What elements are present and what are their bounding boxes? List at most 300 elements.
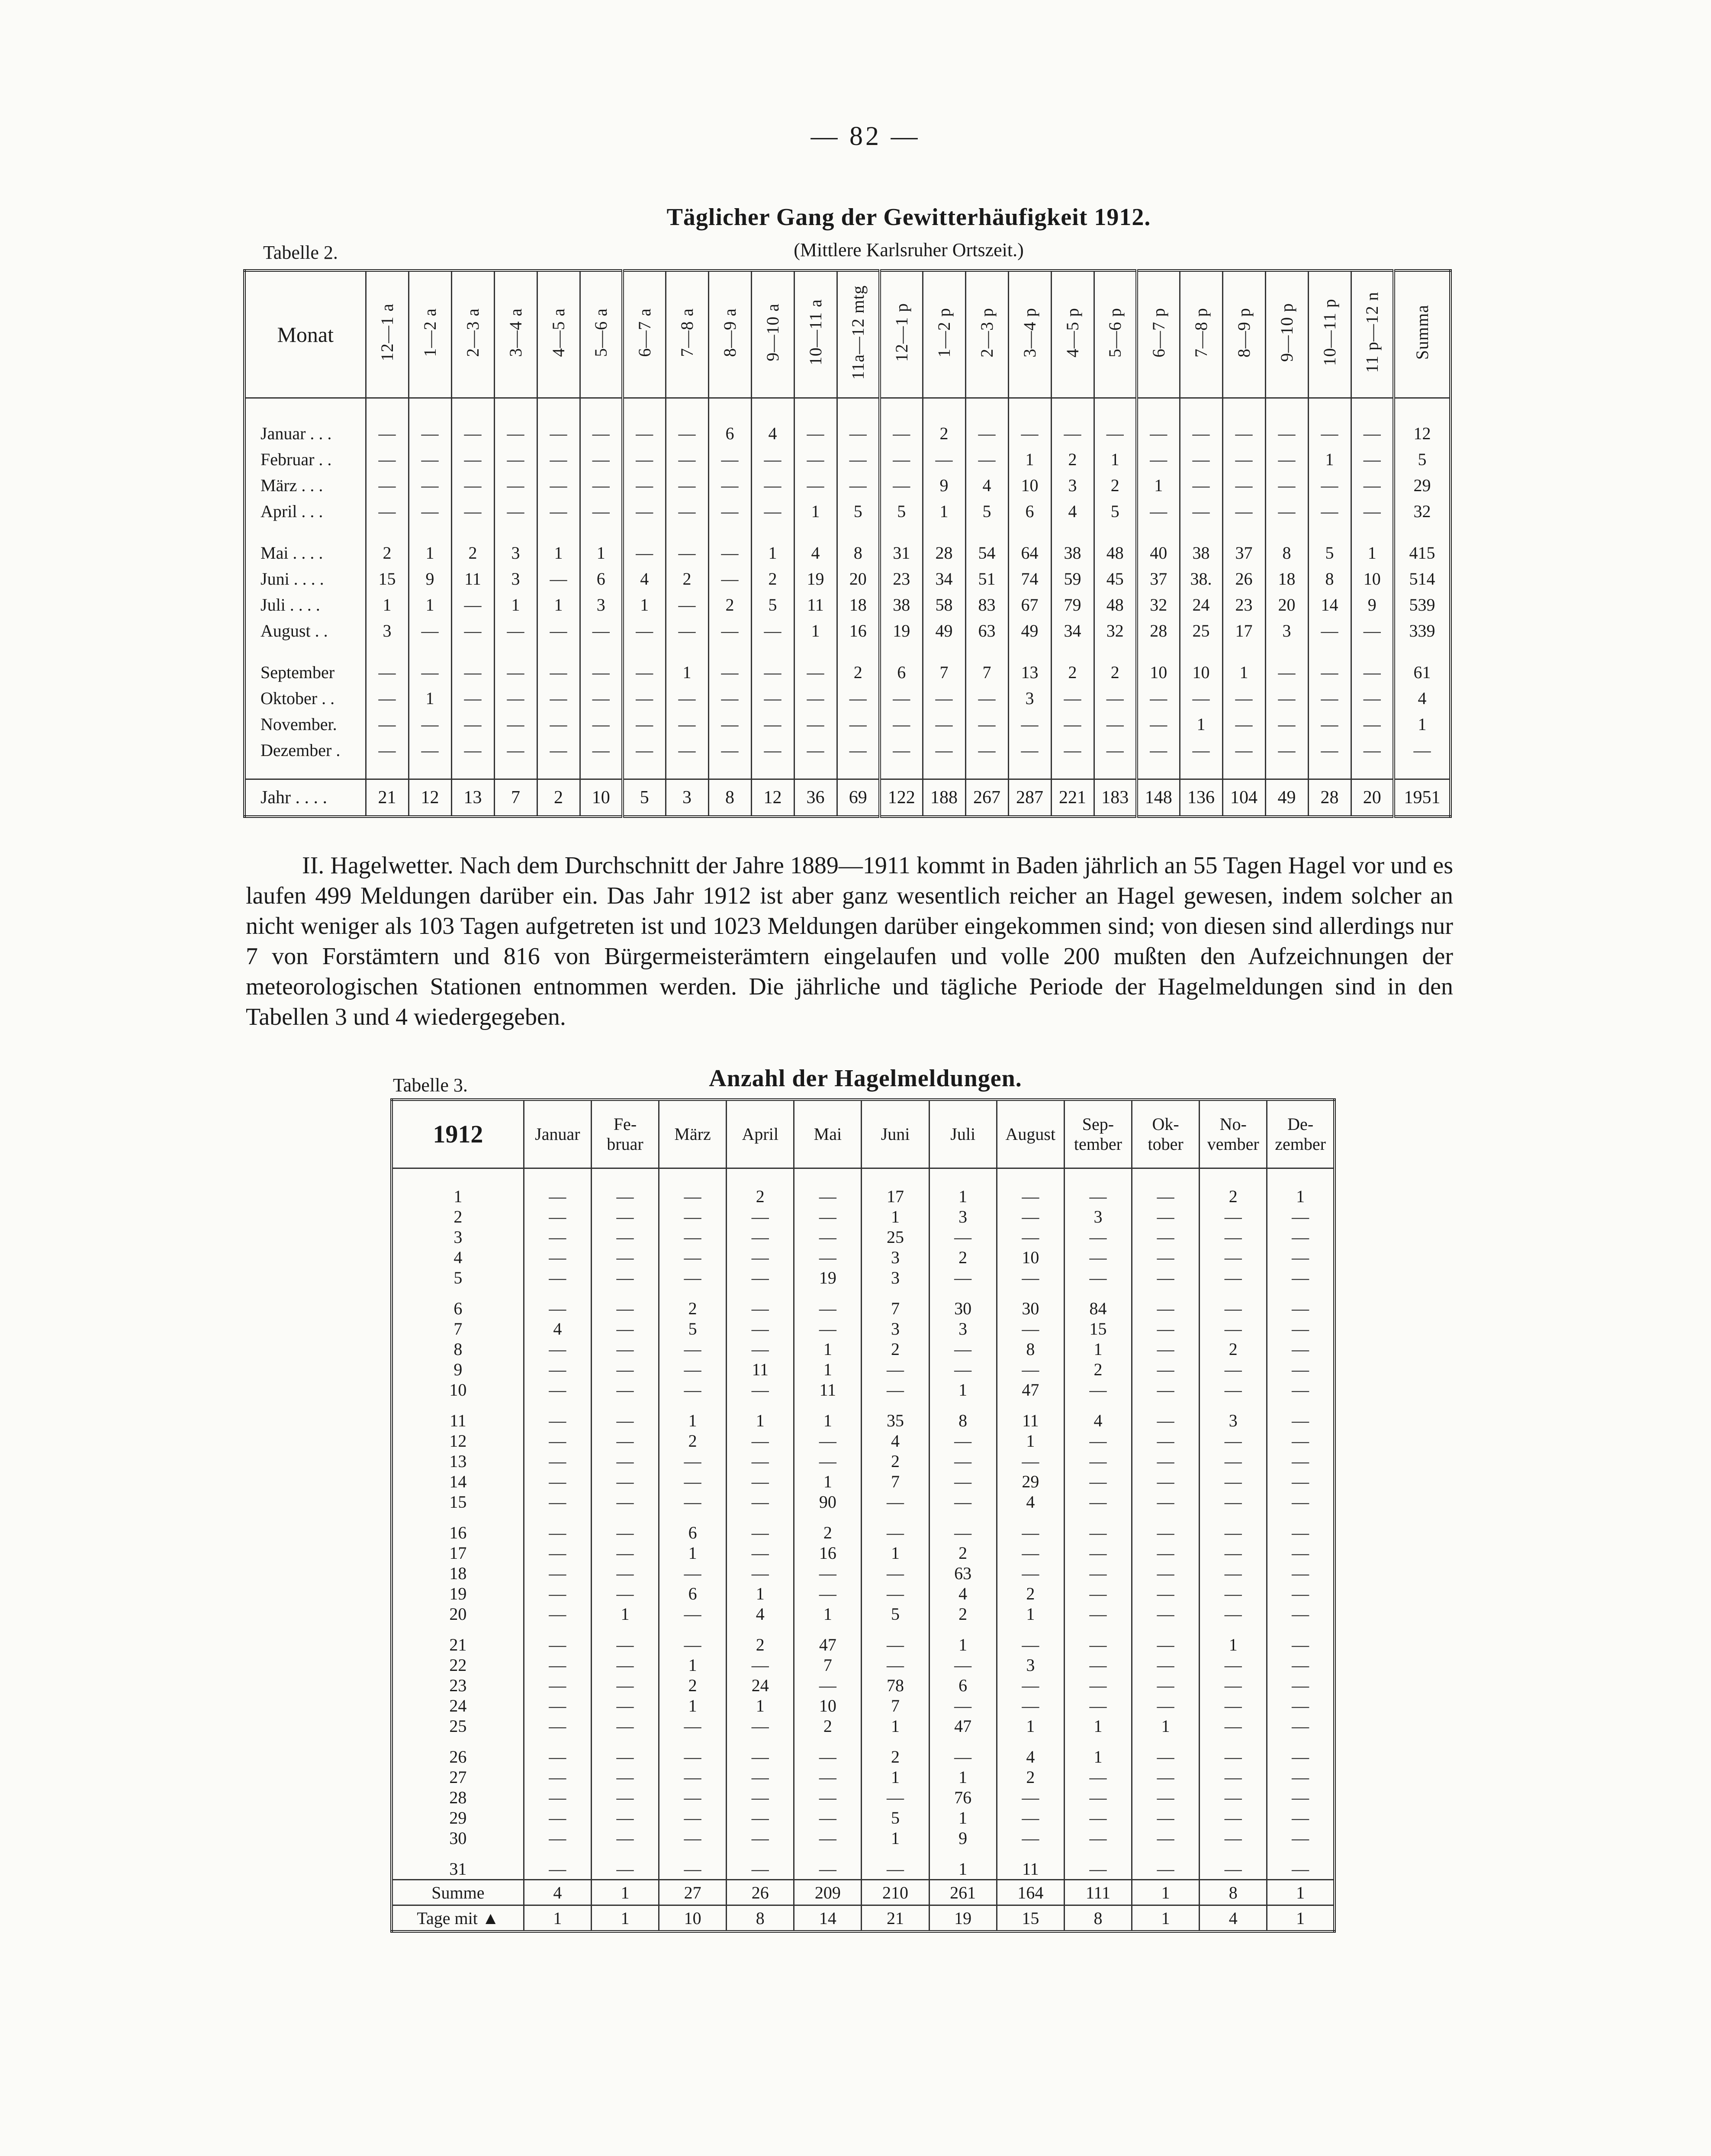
- value-cell: —: [524, 1359, 591, 1380]
- value-cell: —: [837, 711, 880, 737]
- sum-cell: 209: [794, 1880, 862, 1905]
- value-cell: —: [997, 1522, 1064, 1543]
- hour-column-header: [623, 270, 666, 398]
- spacer-cell: [451, 644, 494, 659]
- value-cell: 28: [1137, 618, 1180, 644]
- value-cell: —: [659, 1747, 727, 1767]
- value-cell: —: [1132, 1696, 1200, 1716]
- value-cell: —: [751, 685, 794, 711]
- value-cell: 8: [837, 540, 880, 566]
- spacer-cell: [794, 763, 837, 779]
- value-cell: —: [666, 540, 708, 566]
- value-cell: —: [1200, 1319, 1267, 1339]
- value-cell: —: [1265, 498, 1308, 524]
- value-cell: —: [1200, 1380, 1267, 1400]
- value-cell: —: [1064, 1522, 1132, 1543]
- value-cell: 2: [1051, 659, 1094, 685]
- value-cell: 339: [1394, 618, 1450, 644]
- value-cell: —: [794, 1747, 862, 1767]
- spacer-cell: [1051, 763, 1094, 779]
- year-total-cell: 183: [1094, 779, 1137, 817]
- value-cell: —: [1222, 420, 1265, 446]
- value-cell: 31: [880, 540, 923, 566]
- value-cell: 3: [494, 566, 537, 592]
- value-cell: 74: [1008, 566, 1051, 592]
- value-cell: 1: [929, 1767, 997, 1787]
- day-row: [392, 1767, 1335, 1787]
- hour-column-header: [451, 270, 494, 398]
- spacer-cell: [1064, 1168, 1132, 1187]
- value-cell: —: [965, 711, 1008, 737]
- value-cell: —: [880, 446, 923, 472]
- spacer-cell: [727, 1736, 794, 1747]
- spacer-cell: [997, 1400, 1064, 1410]
- value-cell: —: [1267, 1696, 1335, 1716]
- value-cell: —: [591, 1787, 659, 1808]
- value-cell: —: [1200, 1522, 1267, 1543]
- value-cell: —: [1064, 1787, 1132, 1808]
- month-column-label: De-: [1287, 1114, 1314, 1134]
- value-cell: 1: [727, 1583, 794, 1604]
- value-cell: —: [727, 1787, 794, 1808]
- value-cell: 2: [1200, 1339, 1267, 1359]
- hail-days-cell: 1: [1132, 1905, 1200, 1932]
- value-cell: 1: [1351, 540, 1394, 566]
- spacer-cell: [923, 644, 965, 659]
- value-cell: —: [451, 498, 494, 524]
- spacer-cell: [580, 398, 623, 421]
- value-cell: 47: [997, 1380, 1064, 1400]
- value-cell: —: [965, 685, 1008, 711]
- value-cell: 4: [1394, 685, 1450, 711]
- spacer-cell: [623, 763, 666, 779]
- spacer-cell: [1222, 524, 1265, 540]
- sum-cell: 27: [659, 1880, 727, 1905]
- value-cell: —: [591, 1471, 659, 1492]
- month-row: [244, 737, 1450, 763]
- day-row: [392, 1828, 1335, 1848]
- value-cell: 4: [623, 566, 666, 592]
- spacer-cell: [862, 1168, 929, 1187]
- value-cell: —: [1200, 1747, 1267, 1767]
- month-row: [244, 472, 1450, 498]
- value-cell: 24: [1180, 592, 1222, 618]
- value-cell: —: [451, 618, 494, 644]
- value-cell: 1: [1064, 1339, 1132, 1359]
- value-cell: 30: [929, 1298, 997, 1319]
- year-header: 1912: [392, 1100, 524, 1168]
- hour-column-label: 12—1 a: [377, 303, 397, 361]
- spacer-cell: [862, 1288, 929, 1298]
- table3-title: Anzahl der Hagelmeldungen.: [709, 1065, 1022, 1092]
- year-total-cell: 7: [494, 779, 537, 817]
- spacer-cell: [1137, 763, 1180, 779]
- value-cell: —: [1064, 1808, 1132, 1828]
- value-cell: 3: [1265, 618, 1308, 644]
- value-cell: —: [659, 1380, 727, 1400]
- value-cell: —: [659, 1859, 727, 1880]
- spacer-cell: [727, 1624, 794, 1635]
- value-cell: —: [997, 1828, 1064, 1848]
- value-cell: —: [580, 498, 623, 524]
- spacer-cell: [1137, 398, 1180, 421]
- value-cell: —: [1394, 737, 1450, 763]
- value-cell: —: [794, 1227, 862, 1247]
- spacer-cell: [1267, 1848, 1335, 1859]
- sum-cell: 1: [1132, 1880, 1200, 1905]
- spacer-cell: [929, 1168, 997, 1187]
- spacer-cell: [244, 644, 366, 659]
- value-cell: —: [1351, 472, 1394, 498]
- value-cell: —: [1265, 472, 1308, 498]
- value-cell: —: [923, 685, 965, 711]
- sum-cell: 26: [727, 1880, 794, 1905]
- day-row: [392, 1808, 1335, 1828]
- value-cell: —: [494, 420, 537, 446]
- value-cell: —: [880, 711, 923, 737]
- value-cell: —: [880, 472, 923, 498]
- day-number: 26: [449, 1747, 467, 1767]
- value-cell: —: [623, 618, 666, 644]
- value-cell: —: [666, 420, 708, 446]
- table3-header-row: [392, 1100, 1335, 1168]
- value-cell: —: [1265, 446, 1308, 472]
- spacer-cell: [1132, 1736, 1200, 1747]
- value-cell: 16: [837, 618, 880, 644]
- month-column-header: [1200, 1100, 1267, 1168]
- value-cell: —: [1064, 1186, 1132, 1207]
- month-label: Oktober . .: [261, 688, 335, 708]
- value-cell: 1: [794, 1339, 862, 1359]
- value-cell: —: [751, 472, 794, 498]
- spacer-cell: [1008, 644, 1051, 659]
- value-cell: —: [837, 472, 880, 498]
- year-total-cell: 12: [751, 779, 794, 817]
- value-cell: —: [591, 1767, 659, 1787]
- year-total-cell: 136: [1180, 779, 1222, 817]
- value-cell: —: [751, 659, 794, 685]
- value-cell: 17: [862, 1186, 929, 1207]
- spacer-cell: [366, 398, 408, 421]
- value-cell: 5: [1394, 446, 1450, 472]
- value-cell: —: [1137, 685, 1180, 711]
- day-number: 14: [449, 1472, 467, 1491]
- value-cell: 5: [862, 1604, 929, 1624]
- value-cell: 63: [929, 1563, 997, 1583]
- value-cell: 90: [794, 1492, 862, 1512]
- year-total-cell: 49: [1265, 779, 1308, 817]
- value-cell: 4: [997, 1492, 1064, 1512]
- spacer-cell: [1351, 398, 1394, 421]
- value-cell: 61: [1394, 659, 1450, 685]
- spacer-cell: [708, 524, 751, 540]
- month-column-label: Ok-: [1152, 1114, 1179, 1134]
- spacer-cell: [537, 644, 580, 659]
- spacer-cell: [1008, 763, 1051, 779]
- table2-body: [244, 398, 1450, 817]
- sum-cell: 261: [929, 1880, 997, 1905]
- value-cell: 34: [1051, 618, 1094, 644]
- value-cell: —: [451, 592, 494, 618]
- hour-column-label: 7—8 p: [1191, 307, 1211, 357]
- spacer-row: [392, 1624, 1335, 1635]
- spacer-cell: [1351, 644, 1394, 659]
- value-cell: —: [1132, 1247, 1200, 1268]
- value-cell: —: [1132, 1767, 1200, 1787]
- hour-column-header: [794, 270, 837, 398]
- value-cell: —: [1132, 1563, 1200, 1583]
- spacer-cell: [965, 763, 1008, 779]
- value-cell: 40: [1137, 540, 1180, 566]
- hour-column-header: [1180, 270, 1222, 398]
- spacer-cell: [451, 524, 494, 540]
- value-cell: 37: [1137, 566, 1180, 592]
- spacer-cell: [997, 1736, 1064, 1747]
- day-number: 1: [453, 1187, 463, 1206]
- month-row: [244, 592, 1450, 618]
- value-cell: —: [862, 1380, 929, 1400]
- value-cell: —: [1132, 1227, 1200, 1247]
- value-cell: —: [862, 1522, 929, 1543]
- month-column-header: [727, 1100, 794, 1168]
- value-cell: —: [965, 737, 1008, 763]
- value-cell: 5: [862, 1808, 929, 1828]
- month-column-label: Sep-: [1082, 1114, 1114, 1134]
- hail-days-cell: 15: [997, 1905, 1064, 1932]
- hour-column-header: [880, 270, 923, 398]
- hour-column-label: 3—4 a: [506, 308, 525, 357]
- month-row: [244, 711, 1450, 737]
- day-number: 13: [449, 1451, 467, 1471]
- value-cell: 2: [1051, 446, 1094, 472]
- hour-column-label: 2—3 a: [463, 308, 482, 357]
- day-row: [392, 1410, 1335, 1431]
- value-cell: —: [727, 1319, 794, 1339]
- day-number: 25: [449, 1716, 467, 1736]
- value-cell: 45: [1094, 566, 1137, 592]
- spacer-cell: [837, 398, 880, 421]
- spacer-cell: [659, 1848, 727, 1859]
- value-cell: —: [659, 1828, 727, 1848]
- day-number: 31: [449, 1859, 467, 1879]
- sum-label: Summe: [392, 1880, 524, 1905]
- value-cell: 6: [880, 659, 923, 685]
- value-cell: —: [929, 1431, 997, 1451]
- value-cell: —: [591, 1828, 659, 1848]
- value-cell: —: [524, 1471, 591, 1492]
- hour-column-header: [1308, 270, 1351, 398]
- value-cell: —: [727, 1380, 794, 1400]
- value-cell: —: [794, 472, 837, 498]
- value-cell: 11: [727, 1359, 794, 1380]
- month-label: Juli . . . .: [261, 595, 320, 615]
- value-cell: —: [794, 420, 837, 446]
- value-cell: —: [591, 1716, 659, 1736]
- value-cell: 6: [659, 1522, 727, 1543]
- sum-cell: 111: [1064, 1880, 1132, 1905]
- spacer-cell: [524, 1512, 591, 1522]
- spacer-cell: [1132, 1512, 1200, 1522]
- day-number: 28: [449, 1788, 467, 1807]
- value-cell: —: [727, 1859, 794, 1880]
- day-number: 24: [449, 1696, 467, 1715]
- spacer-cell: [862, 1400, 929, 1410]
- spacer-cell: [727, 1400, 794, 1410]
- value-cell: —: [1351, 446, 1394, 472]
- value-cell: —: [580, 659, 623, 685]
- spacer-cell: [1132, 1168, 1200, 1187]
- month-column-header: [929, 1100, 997, 1168]
- spacer-cell: [794, 1288, 862, 1298]
- value-cell: —: [708, 446, 751, 472]
- hour-column-label: 6—7 a: [634, 308, 654, 357]
- year-total-cell: 3: [666, 779, 708, 817]
- value-cell: 1: [1200, 1635, 1267, 1655]
- value-cell: —: [1200, 1207, 1267, 1227]
- value-cell: 1: [862, 1716, 929, 1736]
- hail-days-cell: 8: [1064, 1905, 1132, 1932]
- hour-column-label: 7—8 a: [677, 308, 697, 357]
- value-cell: —: [794, 1828, 862, 1848]
- value-cell: 30: [997, 1298, 1064, 1319]
- spacer-cell: [837, 524, 880, 540]
- value-cell: —: [524, 1563, 591, 1583]
- spacer-cell: [794, 1624, 862, 1635]
- day-number: 20: [449, 1604, 467, 1624]
- spacer-cell: [1064, 1848, 1132, 1859]
- value-cell: —: [623, 498, 666, 524]
- value-cell: —: [1267, 1583, 1335, 1604]
- value-cell: —: [1267, 1492, 1335, 1512]
- value-cell: 2: [929, 1604, 997, 1624]
- value-cell: —: [727, 1716, 794, 1736]
- spacer-row: [244, 763, 1450, 779]
- spacer-cell: [1265, 763, 1308, 779]
- value-cell: —: [1267, 1359, 1335, 1380]
- sum-cell: 4: [524, 1880, 591, 1905]
- value-cell: —: [524, 1380, 591, 1400]
- spacer-cell: [929, 1400, 997, 1410]
- value-cell: 58: [923, 592, 965, 618]
- value-cell: —: [494, 737, 537, 763]
- value-cell: —: [1064, 1471, 1132, 1492]
- year-total-cell: 104: [1222, 779, 1265, 817]
- day-number: 16: [449, 1523, 467, 1542]
- spacer-row: [392, 1512, 1335, 1522]
- value-cell: —: [524, 1808, 591, 1828]
- value-cell: —: [1351, 618, 1394, 644]
- value-cell: —: [580, 737, 623, 763]
- value-cell: —: [659, 1635, 727, 1655]
- spacer-cell: [1265, 524, 1308, 540]
- value-cell: 4: [1051, 498, 1094, 524]
- day-row: [392, 1716, 1335, 1736]
- spacer-cell: [708, 644, 751, 659]
- value-cell: —: [1132, 1298, 1200, 1319]
- spacer-cell: [666, 398, 708, 421]
- value-cell: —: [623, 711, 666, 737]
- value-cell: —: [591, 1410, 659, 1431]
- value-cell: —: [524, 1410, 591, 1431]
- value-cell: —: [537, 711, 580, 737]
- value-cell: —: [524, 1716, 591, 1736]
- value-cell: 84: [1064, 1298, 1132, 1319]
- day-number: 5: [453, 1268, 463, 1287]
- spacer-cell: [708, 763, 751, 779]
- value-cell: 3: [862, 1247, 929, 1268]
- spacer-row: [392, 1288, 1335, 1298]
- value-cell: —: [1132, 1583, 1200, 1604]
- value-cell: —: [727, 1828, 794, 1848]
- value-cell: 11: [451, 566, 494, 592]
- hour-column-label: 10—11 p: [1320, 299, 1339, 366]
- spacer-cell: [666, 524, 708, 540]
- value-cell: —: [1222, 446, 1265, 472]
- spacer-cell: [727, 1288, 794, 1298]
- table2-subtitle: (Mittlere Karlsruher Ortszeit.): [794, 239, 1024, 261]
- value-cell: 4: [751, 420, 794, 446]
- value-cell: —: [997, 1808, 1064, 1828]
- value-cell: 539: [1394, 592, 1450, 618]
- value-cell: —: [659, 1604, 727, 1624]
- value-cell: 59: [1051, 566, 1094, 592]
- value-cell: —: [659, 1268, 727, 1288]
- value-cell: —: [727, 1522, 794, 1543]
- month-column-header: [997, 1100, 1064, 1168]
- value-cell: —: [623, 540, 666, 566]
- value-cell: —: [794, 737, 837, 763]
- day-number: 23: [449, 1676, 467, 1695]
- value-cell: 32: [1137, 592, 1180, 618]
- spacer-cell: [392, 1400, 524, 1410]
- spacer-cell: [1200, 1736, 1267, 1747]
- value-cell: —: [524, 1655, 591, 1675]
- value-cell: —: [537, 566, 580, 592]
- value-cell: —: [1267, 1635, 1335, 1655]
- value-cell: —: [623, 472, 666, 498]
- value-cell: 1: [923, 498, 965, 524]
- value-cell: —: [708, 659, 751, 685]
- value-cell: 8: [997, 1339, 1064, 1359]
- value-cell: 64: [1008, 540, 1051, 566]
- value-cell: —: [524, 1787, 591, 1808]
- day-number: 4: [453, 1248, 463, 1267]
- value-cell: 9: [408, 566, 451, 592]
- value-cell: —: [1137, 420, 1180, 446]
- year-total-cell: 287: [1008, 779, 1051, 817]
- value-cell: —: [837, 420, 880, 446]
- value-cell: 2: [794, 1716, 862, 1736]
- value-cell: 19: [880, 618, 923, 644]
- value-cell: 1: [659, 1410, 727, 1431]
- value-cell: —: [862, 1635, 929, 1655]
- month-column-label: Fe-: [613, 1114, 637, 1134]
- value-cell: 1: [1132, 1716, 1200, 1736]
- value-cell: —: [965, 446, 1008, 472]
- value-cell: —: [1200, 1828, 1267, 1848]
- day-row: [392, 1319, 1335, 1339]
- value-cell: 1: [794, 618, 837, 644]
- month-column-header: [794, 1100, 862, 1168]
- value-cell: —: [537, 498, 580, 524]
- year-total-cell: 2: [537, 779, 580, 817]
- spacer-cell: [1180, 524, 1222, 540]
- value-cell: —: [1351, 659, 1394, 685]
- hour-column-label: 2—3 p: [977, 307, 997, 357]
- day-number: 10: [449, 1380, 467, 1400]
- value-cell: —: [1267, 1747, 1335, 1767]
- spacer-cell: [837, 763, 880, 779]
